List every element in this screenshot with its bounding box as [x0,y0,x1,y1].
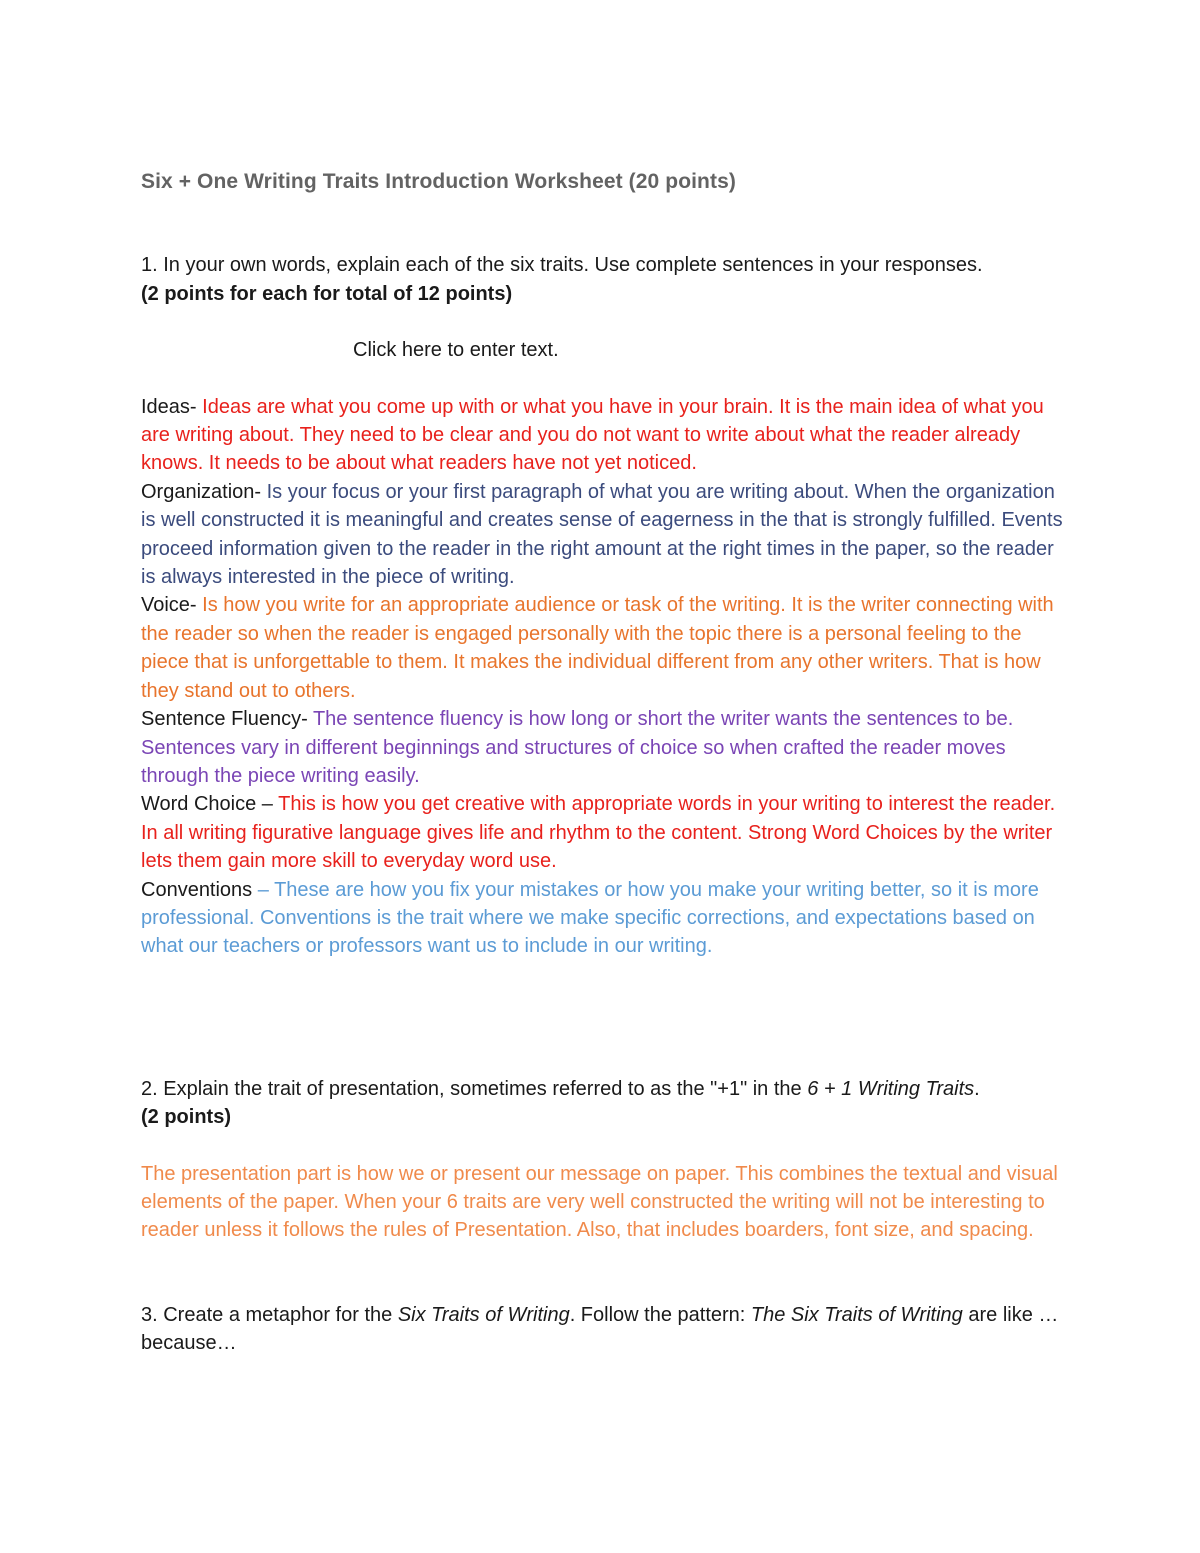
worksheet-page [141,168,1071,1358]
question-1-prompt: 1. In your own words, explain each of the six traits. Use complete sentences in your responses. [141,254,983,277]
trait-description: Is your focus or your first paragraph of what you are writing about. When the organization is well constructed it is meaningful and creates sense of eagerness in the that is strongly fulfilled. Events proceed information given to the reader in the right amount at the right times in the paper, so the reader is always interested in the piece of writing. [141,480,1063,589]
question-3-prompt-mid: . Follow the pattern: [569,1303,751,1326]
question-2-points: (2 points) [141,1106,231,1129]
trait-label: Ideas- [141,395,197,418]
question-1-points: (2 points for each for total of 12 points) [141,282,513,305]
trait-voice [141,591,1071,705]
question-3 [141,1301,1071,1358]
trait-description: Ideas are what you come up with or what you have in your brain. It is the main idea of what you are writing about. They need to be clear and you do not want to write about what the reader already knows. It needs to be about what readers have not yet noticed. [141,395,1044,475]
trait-word-choice [141,790,1071,875]
question-3-italic-pattern: The Six Traits of Writing [750,1303,963,1326]
question-2-prompt-italic: 6 + 1 Writing Traits [807,1077,975,1100]
text-entry-placeholder[interactable]: Click here to enter text. [353,339,559,362]
trait-ideas [141,393,1071,478]
question-2-prompt-end: . [974,1077,980,1100]
question-3-italic-title: Six Traits of Writing [397,1303,570,1326]
traits-answers [141,393,1071,961]
question-2-prompt [141,1075,1071,1103]
trait-description: The sentence fluency is how long or short the writer wants the sentences to be. Sentences vary in different beginnings and structures of choice so when crafted the reader moves through the piece writing easily. [141,708,1014,787]
trait-label: Word Choice – [141,793,273,816]
question-2-answer: The presentation part is how we or present our message on paper. This combines the textual and visual elements of the paper. When your 6 traits are very well constructed the writing will not be interesting to reader unless it follows the rules of Presentation. Also, that includes boarders, font size, and spacing. [141,1162,1058,1242]
trait-description: Is how you write for an appropriate audience or task of the writing. It is the writer connecting with the reader so when the reader is engaged personally with the topic there is a personal feeling to the piece that is unforgettable to them. It makes the individual different from any other writers. That is how they stand out to others. [141,594,1054,702]
worksheet-title: Six + One Writing Traits Introduction Worksheet (20 points) [141,170,736,193]
trait-label: Organization- [141,480,262,503]
trait-label: Conventions [141,878,253,901]
trait-label: Sentence Fluency- [141,708,308,731]
question-2-prompt-text: 2. Explain the trait of presentation, sometimes referred to as the "+1" in the [141,1077,808,1100]
question-3-prompt-end: are like …because… [141,1303,1059,1355]
trait-description: This is how you get creative with appropriate words in your writing to interest the reader. In all writing figurative language gives life and rhythm to the content. Strong Word Choices by the writer lets them gain more skill to everyday word use. [141,793,1056,873]
question-2 [141,1075,1071,1245]
trait-description: – These are how you fix your mistakes or how you make your writing better, so it is more professional. Conventions is the trait where we make specific corrections, and expectations based on what our teachers or professors want us to include in our writing. [141,878,1039,958]
question-3-prompt [141,1301,1071,1358]
trait-label: Voice- [141,594,197,617]
trait-conventions [141,876,1071,961]
question-1 [141,251,1071,364]
trait-organization [141,478,1071,592]
trait-sentence-fluency [141,705,1071,790]
question-3-prompt-text: 3. Create a metaphor for the [141,1303,398,1326]
